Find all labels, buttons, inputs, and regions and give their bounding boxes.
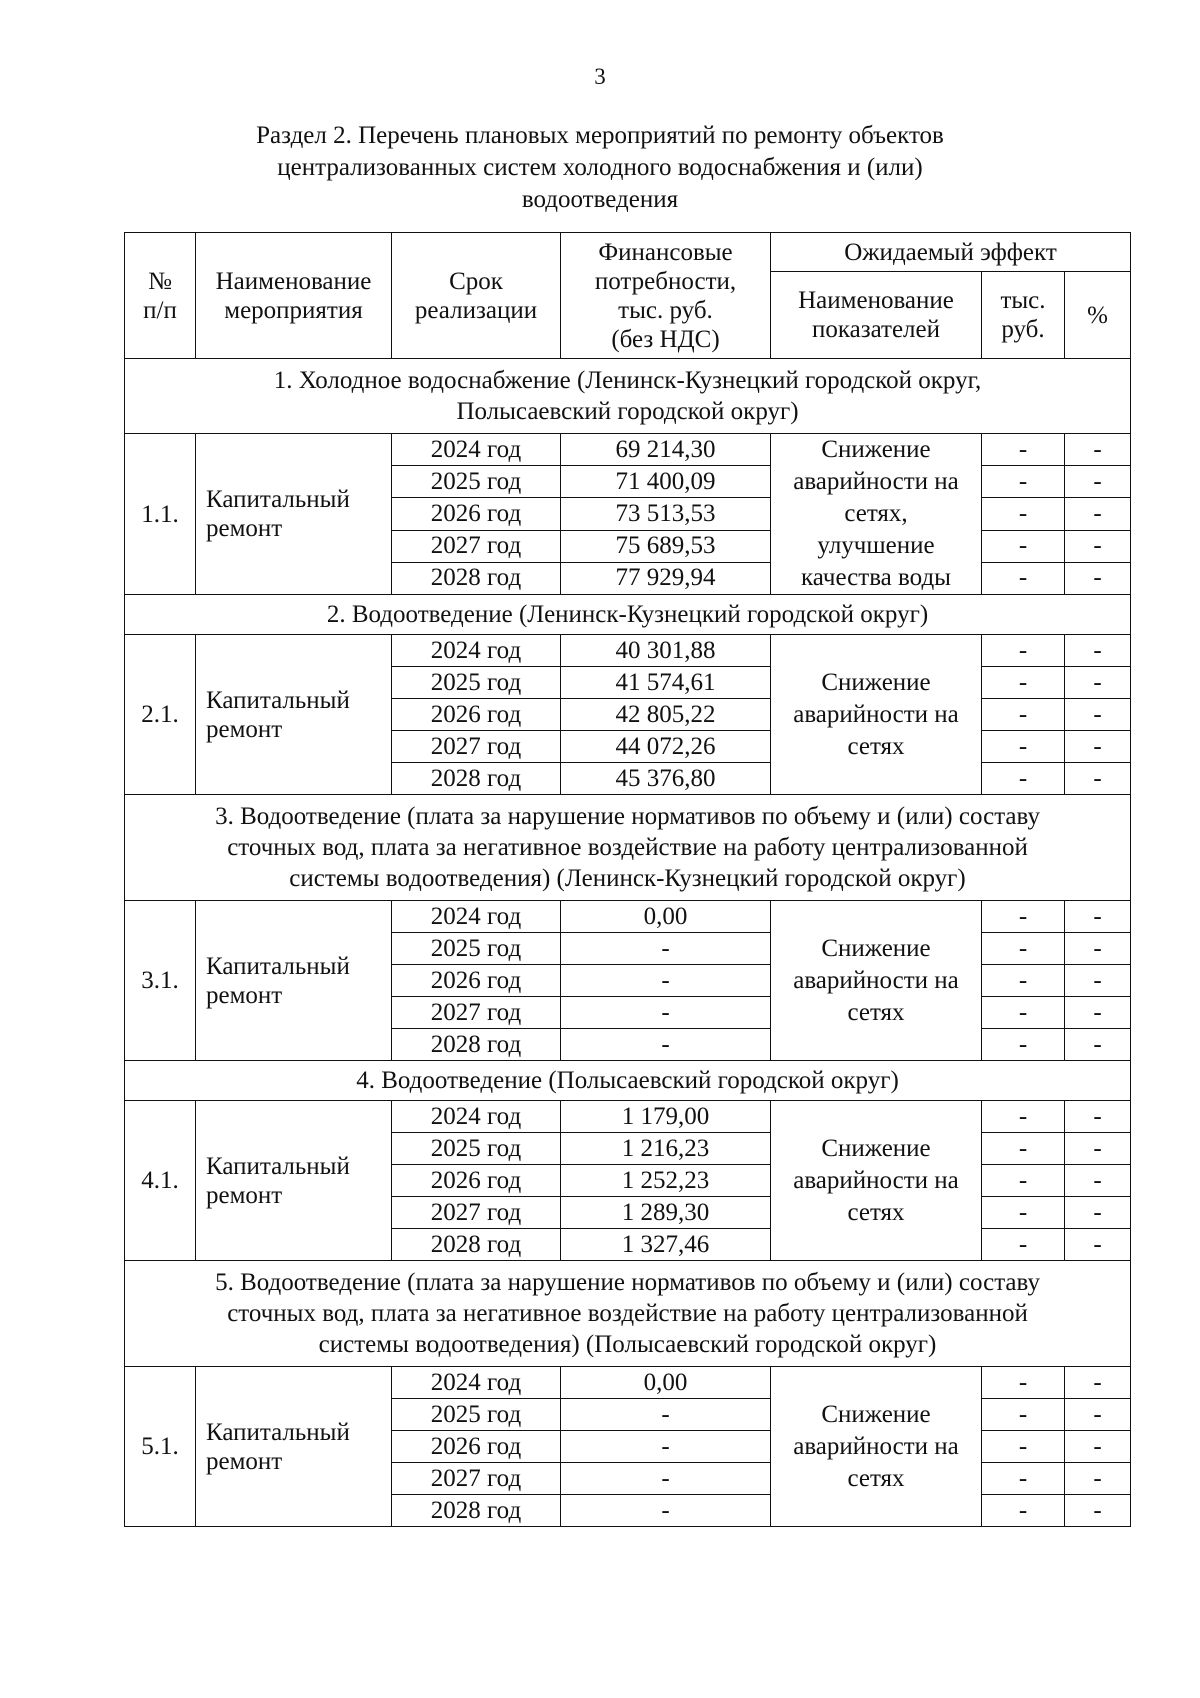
effect-percent-cell: -: [1065, 1399, 1131, 1431]
year-cell: 2025 год: [392, 1133, 561, 1165]
section-title-row: [125, 359, 1131, 434]
year-cell: 2026 год: [392, 498, 561, 530]
row-number: 3.1.: [125, 901, 196, 1061]
finance-cell: 1 252,23: [561, 1165, 771, 1197]
table-row: [125, 434, 1131, 466]
finance-cell: 1 327,46: [561, 1229, 771, 1261]
row-number: 2.1.: [125, 635, 196, 795]
effect-rub-cell: -: [982, 1229, 1065, 1261]
year-cell: 2027 год: [392, 1197, 561, 1229]
finance-cell: 73 513,53: [561, 498, 771, 530]
effect-rub-cell: -: [982, 731, 1065, 763]
effect-percent-cell: -: [1065, 1133, 1131, 1165]
effect-rub-cell: -: [982, 901, 1065, 933]
effect-rub-cell: -: [982, 1165, 1065, 1197]
table-row: [125, 635, 1131, 667]
effect-rub-cell: -: [982, 1197, 1065, 1229]
effect-rub-cell: -: [982, 1133, 1065, 1165]
year-cell: 2024 год: [392, 901, 561, 933]
section-title: [125, 359, 1131, 434]
effect-rub-cell: -: [982, 1029, 1065, 1061]
finance-cell: -: [561, 1399, 771, 1431]
effect-rub-cell: -: [982, 965, 1065, 997]
effect-percent-cell: -: [1065, 1197, 1131, 1229]
finance-cell: -: [561, 965, 771, 997]
effect-percent-cell: -: [1065, 731, 1131, 763]
year-cell: 2027 год: [392, 530, 561, 562]
effect-percent-cell: -: [1065, 498, 1131, 530]
year-cell: 2026 год: [392, 699, 561, 731]
effect-percent-cell: -: [1065, 997, 1131, 1029]
section-title-line: 4. Водоотведение (Полысаевский городской округ): [356, 1067, 899, 1094]
finance-cell: -: [561, 997, 771, 1029]
row-number: 4.1.: [125, 1101, 196, 1261]
header-term: Срок реализации: [392, 233, 561, 359]
section-title-line: Полысаевский городской округ): [456, 398, 799, 425]
section-title-line: сточных вод, плата за негативное воздействие на работу централизованной: [227, 1300, 1028, 1327]
effect-percent-cell: -: [1065, 1229, 1131, 1261]
finance-cell: -: [561, 1495, 771, 1527]
effect-rub-cell: -: [982, 1101, 1065, 1133]
year-cell: 2026 год: [392, 1431, 561, 1463]
effect-rub-cell: -: [982, 635, 1065, 667]
header-percent: %: [1065, 272, 1131, 359]
effect-percent-cell: -: [1065, 635, 1131, 667]
section-title-row: [125, 1061, 1131, 1101]
year-cell: 2028 год: [392, 562, 561, 594]
year-cell: 2025 год: [392, 667, 561, 699]
effect-percent-cell: -: [1065, 667, 1131, 699]
effect-percent-cell: -: [1065, 1029, 1131, 1061]
activity-name: Капитальный ремонт: [196, 635, 392, 795]
effect-rub-cell: -: [982, 1463, 1065, 1495]
section-title-line: системы водоотведения) (Ленинск-Кузнецкий городской округ): [289, 865, 966, 892]
finance-cell: 69 214,30: [561, 434, 771, 466]
section-title-line: 5. Водоотведение (плата за нарушение нормативов по объему и (или) составу: [215, 1269, 1040, 1296]
table-row: [125, 901, 1131, 933]
finance-cell: 75 689,53: [561, 530, 771, 562]
finance-cell: 40 301,88: [561, 635, 771, 667]
heading-line: централизованных систем холодного водоснабжения и (или): [277, 154, 923, 181]
section-title-line: 2. Водоотведение (Ленинск-Кузнецкий городской округ): [326, 601, 929, 628]
effect-rub-cell: -: [982, 763, 1065, 795]
activity-name: Капитальный ремонт: [196, 1367, 392, 1527]
year-cell: 2027 год: [392, 1463, 561, 1495]
effect-rub-cell: -: [982, 699, 1065, 731]
activity-name: Капитальный ремонт: [196, 901, 392, 1061]
activity-name: Капитальный ремонт: [196, 1101, 392, 1261]
heading-line: Раздел 2. Перечень плановых мероприятий по ремонту объектов: [256, 122, 944, 149]
finance-cell: 42 805,22: [561, 699, 771, 731]
year-cell: 2024 год: [392, 1101, 561, 1133]
expected-effect: Снижение аварийности на сетях: [771, 1101, 982, 1261]
finance-cell: 0,00: [561, 901, 771, 933]
year-cell: 2028 год: [392, 1495, 561, 1527]
effect-rub-cell: -: [982, 1399, 1065, 1431]
row-number: 1.1.: [125, 434, 196, 595]
effect-rub-cell: -: [982, 1431, 1065, 1463]
section-title-line: сточных вод, плата за негативное воздействие на работу централизованной: [227, 834, 1028, 861]
section-title-row: [125, 595, 1131, 635]
effect-rub-cell: -: [982, 434, 1065, 466]
effect-percent-cell: -: [1065, 1463, 1131, 1495]
finance-cell: 1 216,23: [561, 1133, 771, 1165]
finance-cell: -: [561, 1029, 771, 1061]
header-finance: Финансовые потребности, тыс. руб. (без НДС): [561, 233, 771, 359]
effect-percent-cell: -: [1065, 1101, 1131, 1133]
finance-cell: 0,00: [561, 1367, 771, 1399]
year-cell: 2027 год: [392, 731, 561, 763]
finance-cell: 1 179,00: [561, 1101, 771, 1133]
page-number: 3: [594, 64, 606, 89]
effect-rub-cell: -: [982, 466, 1065, 498]
effect-rub-cell: -: [982, 1367, 1065, 1399]
year-cell: 2024 год: [392, 434, 561, 466]
finance-cell: 77 929,94: [561, 562, 771, 594]
year-cell: 2025 год: [392, 1399, 561, 1431]
expected-effect: Снижение аварийности на сетях: [771, 1367, 982, 1527]
section-title: [125, 1061, 1131, 1101]
effect-percent-cell: -: [1065, 1367, 1131, 1399]
effect-percent-cell: -: [1065, 1165, 1131, 1197]
year-cell: 2028 год: [392, 1029, 561, 1061]
section-title-row: [125, 1261, 1131, 1367]
finance-cell: 44 072,26: [561, 731, 771, 763]
finance-cell: 45 376,80: [561, 763, 771, 795]
finance-cell: 71 400,09: [561, 466, 771, 498]
expected-effect: Снижение аварийности на сетях, улучшение качества воды: [771, 434, 982, 595]
expected-effect: Снижение аварийности на сетях: [771, 635, 982, 795]
section-title-line: системы водоотведения) (Полысаевский городской округ): [318, 1331, 937, 1358]
table-row: [125, 1367, 1131, 1399]
year-cell: 2026 год: [392, 965, 561, 997]
effect-percent-cell: -: [1065, 901, 1131, 933]
finance-cell: -: [561, 933, 771, 965]
year-cell: 2026 год: [392, 1165, 561, 1197]
effect-rub-cell: -: [982, 498, 1065, 530]
header-name: Наименование мероприятия: [196, 233, 392, 359]
effect-percent-cell: -: [1065, 1495, 1131, 1527]
section-title: [125, 795, 1131, 901]
effect-rub-cell: -: [982, 997, 1065, 1029]
section-title-line: 3. Водоотведение (плата за нарушение нормативов по объему и (или) составу: [215, 803, 1040, 830]
row-number: 5.1.: [125, 1367, 196, 1527]
year-cell: 2025 год: [392, 466, 561, 498]
effect-rub-cell: -: [982, 530, 1065, 562]
year-cell: 2027 год: [392, 997, 561, 1029]
effect-percent-cell: -: [1065, 530, 1131, 562]
year-cell: 2024 год: [392, 635, 561, 667]
section-title-line: 1. Холодное водоснабжение (Ленинск-Кузнецкий городской округ,: [273, 367, 982, 394]
effect-percent-cell: -: [1065, 965, 1131, 997]
effect-percent-cell: -: [1065, 933, 1131, 965]
section-title: [125, 1261, 1131, 1367]
effect-percent-cell: -: [1065, 763, 1131, 795]
effect-rub-cell: -: [982, 933, 1065, 965]
expected-effect: Снижение аварийности на сетях: [771, 901, 982, 1061]
finance-cell: -: [561, 1463, 771, 1495]
year-cell: 2024 год: [392, 1367, 561, 1399]
effect-rub-cell: -: [982, 562, 1065, 594]
finance-cell: 1 289,30: [561, 1197, 771, 1229]
section-title-row: [125, 795, 1131, 901]
effect-rub-cell: -: [982, 1495, 1065, 1527]
header-effect: Ожидаемый эффект: [771, 233, 1131, 272]
effect-percent-cell: -: [1065, 466, 1131, 498]
table-row: [125, 1101, 1131, 1133]
section-title: [125, 595, 1131, 635]
finance-cell: -: [561, 1431, 771, 1463]
table-header-row: [125, 233, 1131, 272]
year-cell: 2028 год: [392, 1229, 561, 1261]
activity-name: Капитальный ремонт: [196, 434, 392, 595]
effect-percent-cell: -: [1065, 699, 1131, 731]
year-cell: 2028 год: [392, 763, 561, 795]
header-num: № п/п: [125, 233, 196, 359]
activities-table: [124, 232, 1131, 1527]
finance-cell: 41 574,61: [561, 667, 771, 699]
effect-percent-cell: -: [1065, 434, 1131, 466]
heading-line: водоотведения: [521, 186, 679, 213]
header-indicators: Наименование показателей: [771, 272, 982, 359]
effect-percent-cell: -: [1065, 562, 1131, 594]
effect-percent-cell: -: [1065, 1431, 1131, 1463]
section-heading: [150, 120, 1050, 216]
effect-rub-cell: -: [982, 667, 1065, 699]
year-cell: 2025 год: [392, 933, 561, 965]
header-thousand-rub: тыс. руб.: [982, 272, 1065, 359]
